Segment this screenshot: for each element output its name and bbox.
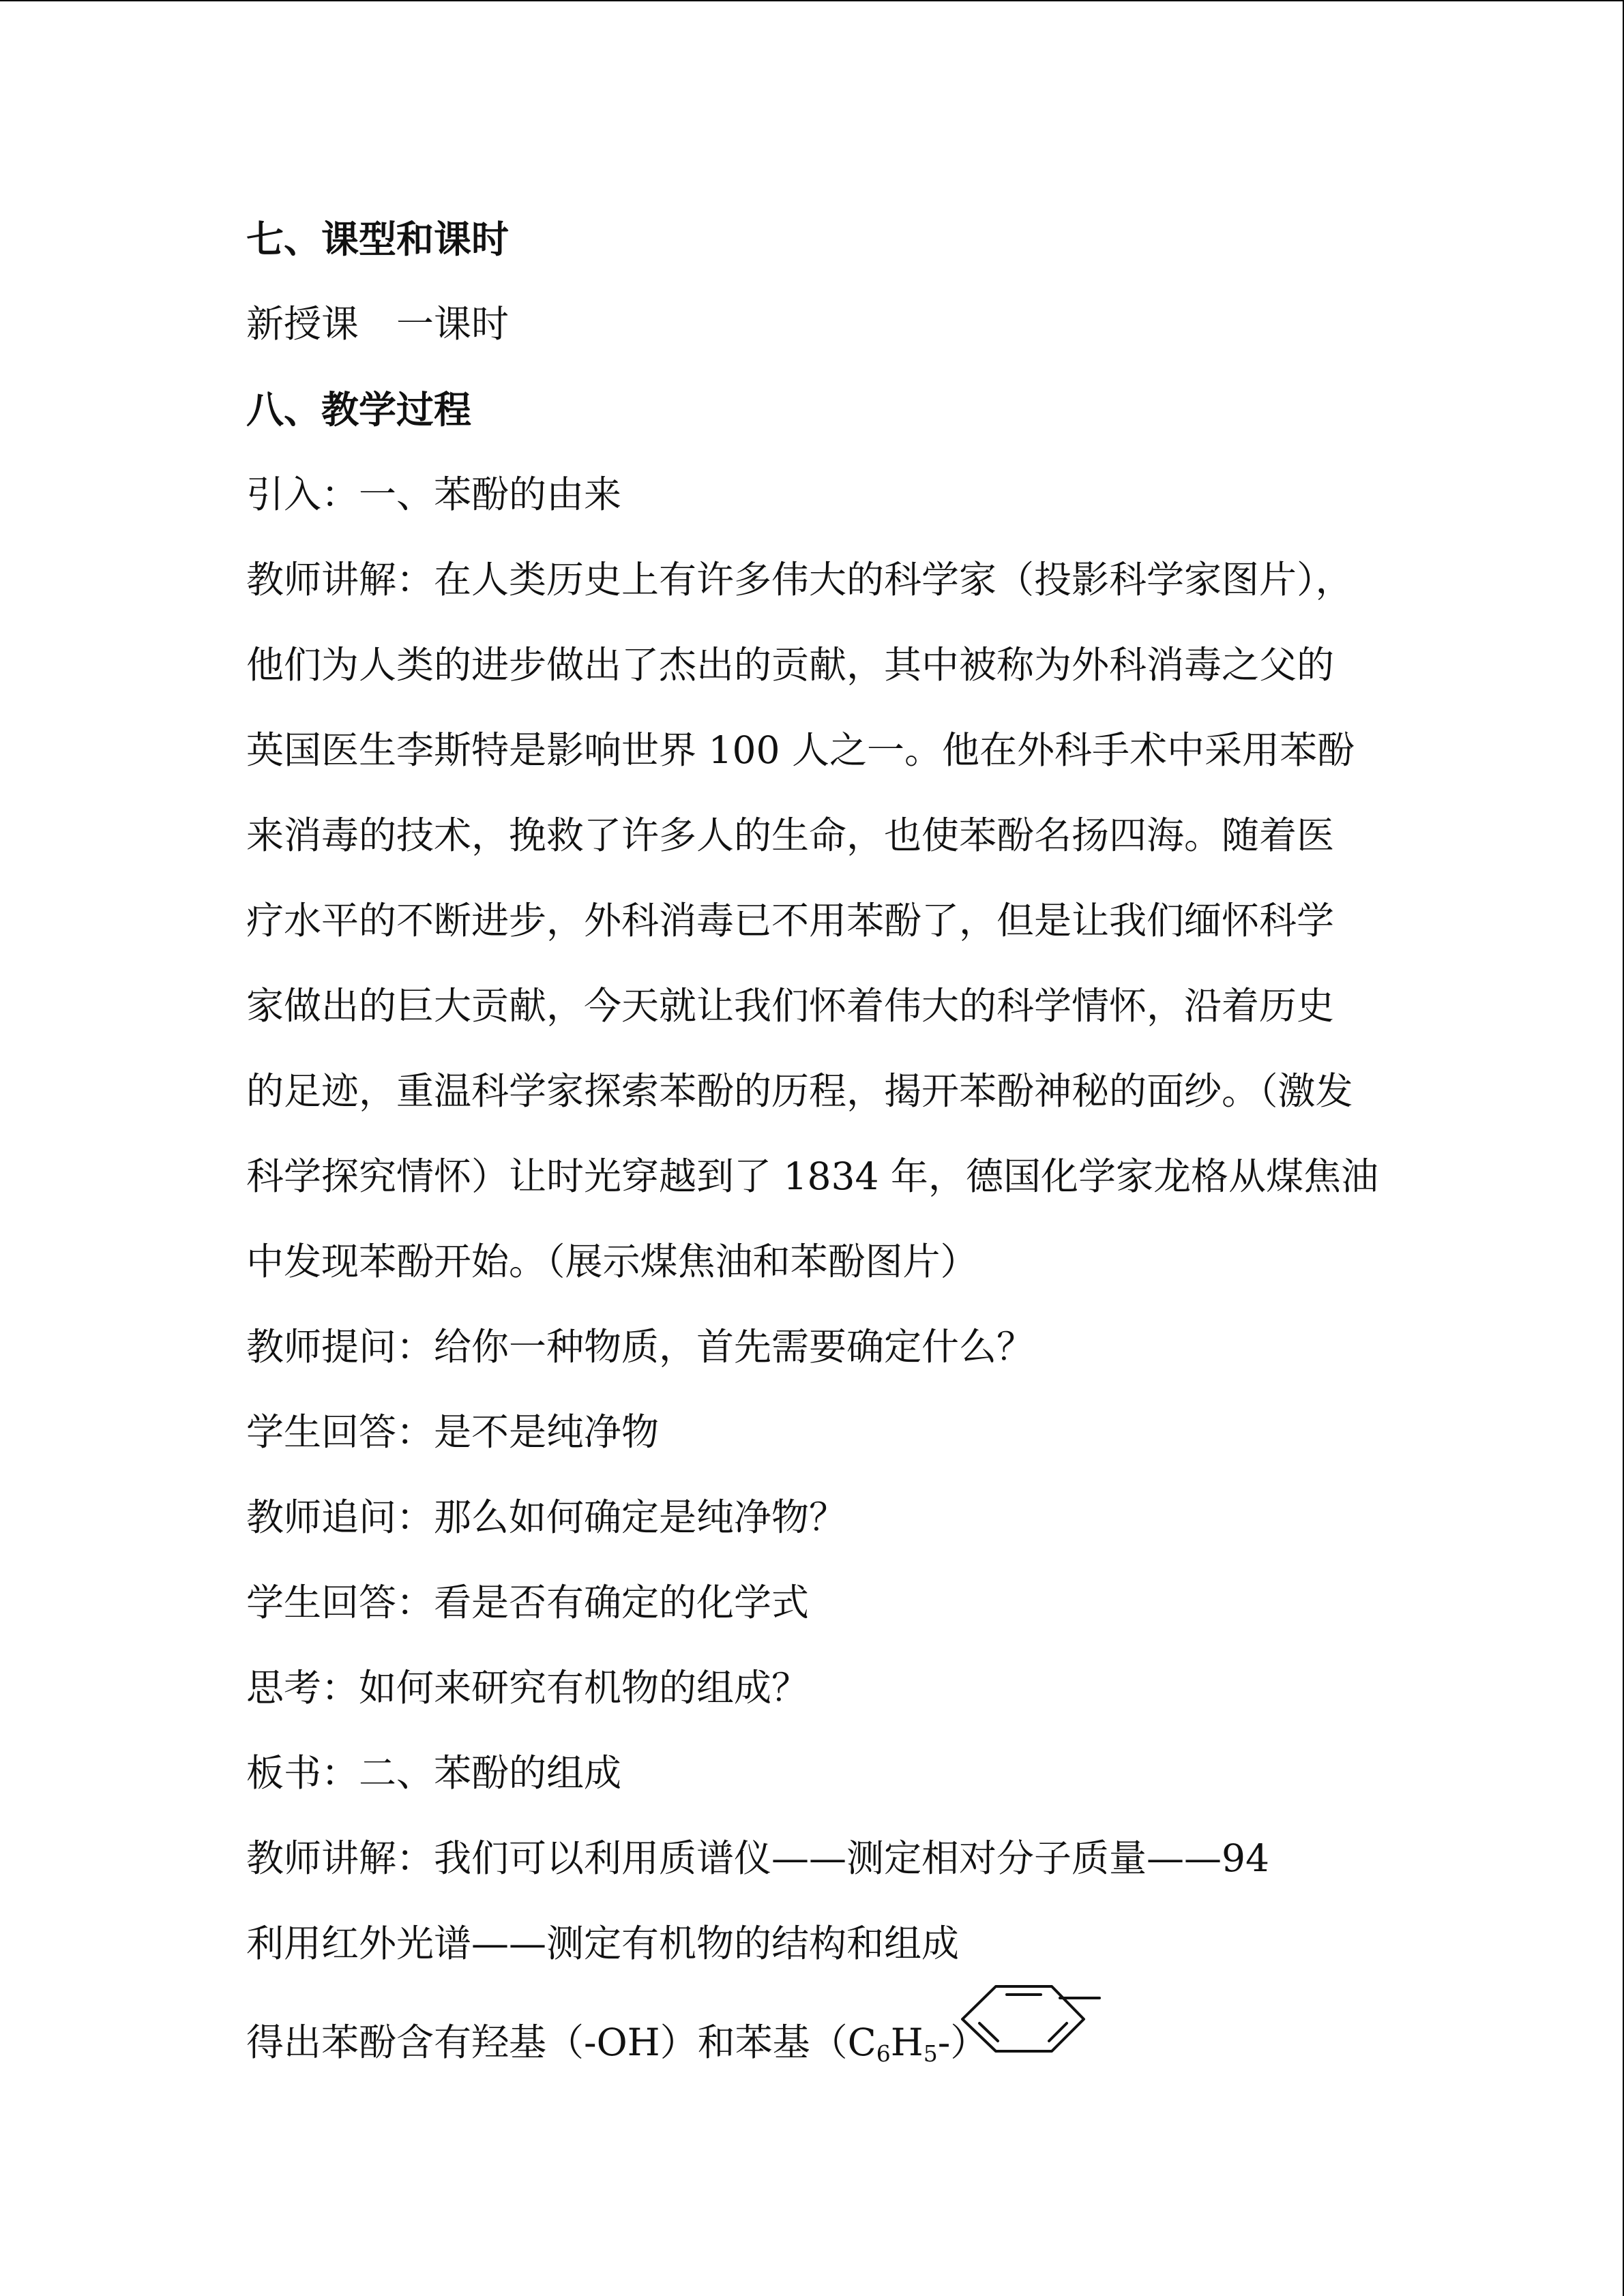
conclusion-line [246,2000,1378,2085]
paragraph-line: 中发现苯酚开始。（展示煤焦油和苯酚图片） [246,1240,978,1283]
paragraph-line: 他们为人类的进步做出了杰出的贡献，其中被称为外科消毒之父的 [246,643,1335,687]
conclusion-text-h: H [890,2021,924,2064]
document-body [246,196,1378,2085]
paragraph-line: 疗水平的不断进步，外科消毒已不用苯酚了，但是让我们缅怀科学 [246,899,1335,942]
paragraph-line: 科学探究情怀）让时光穿越到了 1834 年，德国化学家龙格从煤焦油 [246,1154,1378,1198]
intro-line: 引入：一、苯酚的由来 [246,473,622,516]
teacher-explain-line: 教师讲解：我们可以利用质谱仪——测定相对分子质量——94 [246,1836,1269,1880]
paragraph-line: 教师讲解：在人类历史上有许多伟大的科学家（投影科学家图片）， [246,558,1353,601]
paragraph-line: 英国医生李斯特是影响世界 100 人之一。他在外科手术中采用苯酚 [246,728,1355,772]
student-answer-line: 学生回答：看是否有确定的化学式 [246,1581,810,1624]
section-heading-course-type: 七、课型和课时 [246,217,510,261]
benzene-hexagon [962,1986,1084,2051]
section-heading-teaching-process: 八、教学过程 [246,387,472,432]
thinking-line: 思考：如何来研究有机物的组成？ [246,1666,810,1710]
conclusion-text: 得出苯酚含有羟基（-OH）和苯基（C [246,2021,876,2064]
board-writing-line: 板书：二、苯酚的组成 [246,1751,622,1795]
conclusion-text-end: -） [937,2021,988,2064]
course-type-text: 新授课 一课时 [246,302,510,346]
infrared-spectrum-line: 利用红外光谱——测定有机物的结构和组成 [246,1922,960,1965]
benzene-ring-icon [958,1978,1104,2058]
subscript-six: 6 [876,2040,891,2068]
student-answer-line: 学生回答：是不是纯净物 [246,1410,660,1454]
paragraph-line: 来消毒的技术，挽救了许多人的生命，也使苯酚名扬四海。随着医 [246,814,1335,857]
teacher-question-line: 教师提问：给你一种物质，首先需要确定什么？ [246,1325,1035,1369]
teacher-followup-line: 教师追问：那么如何确定是纯净物？ [246,1495,847,1539]
paragraph-line: 的足迹，重温科学家探索苯酚的历程，揭开苯酚神秘的面纱。（激发 [246,1069,1353,1113]
history-paragraph [246,537,1378,1304]
subscript-five: 5 [923,2040,938,2068]
paragraph-line: 家做出的巨大贡献，今天就让我们怀着伟大的科学情怀，沿着历史 [246,984,1335,1028]
